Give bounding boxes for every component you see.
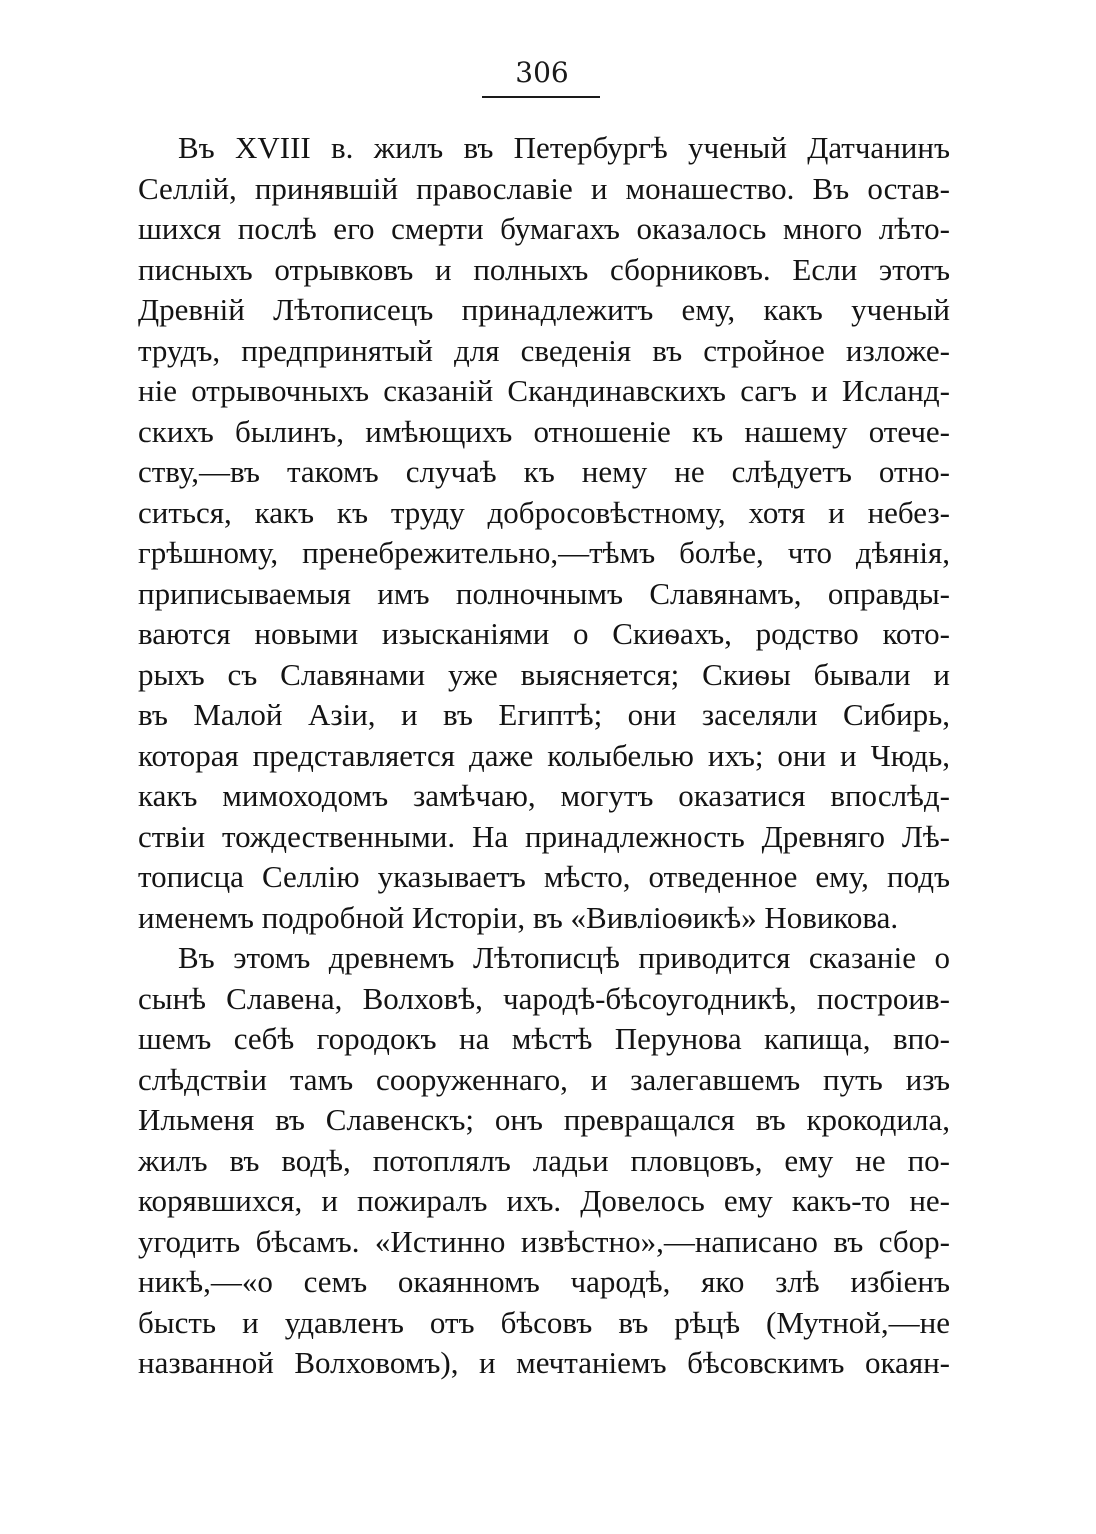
text-line: Въ этомъ древнемъ Лѣтописцѣ приводится сказаніе о bbox=[178, 940, 950, 975]
text-line: Древній Лѣтописецъ принадлежитъ ему, какъ ученый bbox=[138, 292, 950, 327]
text-line: ситься, какъ къ труду добросовѣстному, хотя и небез- bbox=[138, 494, 950, 530]
text-line: ствіи тождественными. На принадлежность Древняго Лѣ- bbox=[138, 818, 950, 854]
page-number: 306 bbox=[515, 56, 569, 89]
text-line: писныхъ отрывковъ и полныхъ сборниковъ. Если этотъ bbox=[138, 251, 950, 287]
text-line: Въ XVIII в. жилъ въ Петербургѣ ученый Датчанинъ bbox=[178, 130, 950, 165]
text-line: какъ мимоходомъ замѣчаю, могутъ оказатися впослѣд- bbox=[138, 778, 950, 813]
text-line: скихъ былинъ, имѣющихъ отношеніе къ нашему отече- bbox=[138, 413, 950, 449]
text-line: шемъ себѣ городокъ на мѣстѣ Перунова капища, впо- bbox=[138, 1021, 950, 1056]
text-line: корявшихся, и пожиралъ ихъ. Довелось ему какъ-то не- bbox=[138, 1183, 950, 1218]
text-line: рыхъ съ Славянами уже выясняется; Скиѳы бывали и bbox=[138, 656, 950, 692]
text-line: въ Малой Азіи, и въ Египтѣ; они заселяли Сибирь, bbox=[138, 697, 950, 732]
text-line: ваются новыми изысканіями о Скиѳахъ, родство кото- bbox=[138, 616, 950, 651]
text-line: названной Волховомъ), и мечтаніемъ бѣсовскимъ окаян- bbox=[138, 1345, 950, 1380]
paragraph bbox=[138, 128, 950, 938]
text-line: грѣшному, пренебрежительно,—тѣмъ болѣе, что дѣянія, bbox=[138, 535, 950, 570]
text-line: шихся послѣ его смерти бумагахъ оказалось много лѣто- bbox=[138, 211, 950, 246]
paragraph bbox=[138, 938, 950, 1384]
text-line: Ильменя въ Славенскъ; онъ превращался въ крокодила, bbox=[138, 1102, 950, 1137]
text-line: угодить бѣсамъ. «Истинно извѣстно»,—написано въ сбор- bbox=[138, 1223, 950, 1259]
text-line: ству,—въ такомъ случаѣ къ нему не слѣдуетъ отно- bbox=[138, 454, 950, 489]
page-number-rule bbox=[482, 96, 600, 98]
text-line: бысть и удавленъ отъ бѣсовъ въ рѣцѣ (Мутной,—не bbox=[138, 1304, 950, 1340]
text-line: сынѣ Славена, Волховѣ, чародѣ-бѣсоугодникѣ, построив- bbox=[138, 980, 950, 1016]
text-line: жилъ въ водѣ, потоплялъ ладьи пловцовъ, ему не по- bbox=[138, 1142, 950, 1178]
text-line: тописца Селлію указываетъ мѣсто, отведенное ему, подъ bbox=[138, 859, 950, 894]
body-text bbox=[138, 128, 950, 1384]
text-line: Селлій, принявшій православіе и монашество. Въ остав- bbox=[138, 170, 950, 206]
text-line: никѣ,—«о семъ окаянномъ чародѣ, яко злѣ избіенъ bbox=[138, 1264, 950, 1299]
text-line: слѣдствіи тамъ сооруженнаго, и залегавшемъ путь изъ bbox=[138, 1061, 950, 1097]
text-line: приписываемыя имъ полночнымъ Славянамъ, оправды- bbox=[138, 575, 950, 611]
text-line: трудъ, предпринятый для сведенія въ стройное изложе- bbox=[138, 332, 950, 368]
text-line: именемъ подробной Исторіи, въ «Вивліоѳикѣ» Новикова. bbox=[138, 899, 899, 935]
text-line: которая представляется даже колыбелью ихъ; они и Чюдь, bbox=[138, 737, 950, 773]
text-line: ніе отрывочныхъ сказаній Скандинавскихъ сагъ и Исланд- bbox=[138, 373, 950, 408]
